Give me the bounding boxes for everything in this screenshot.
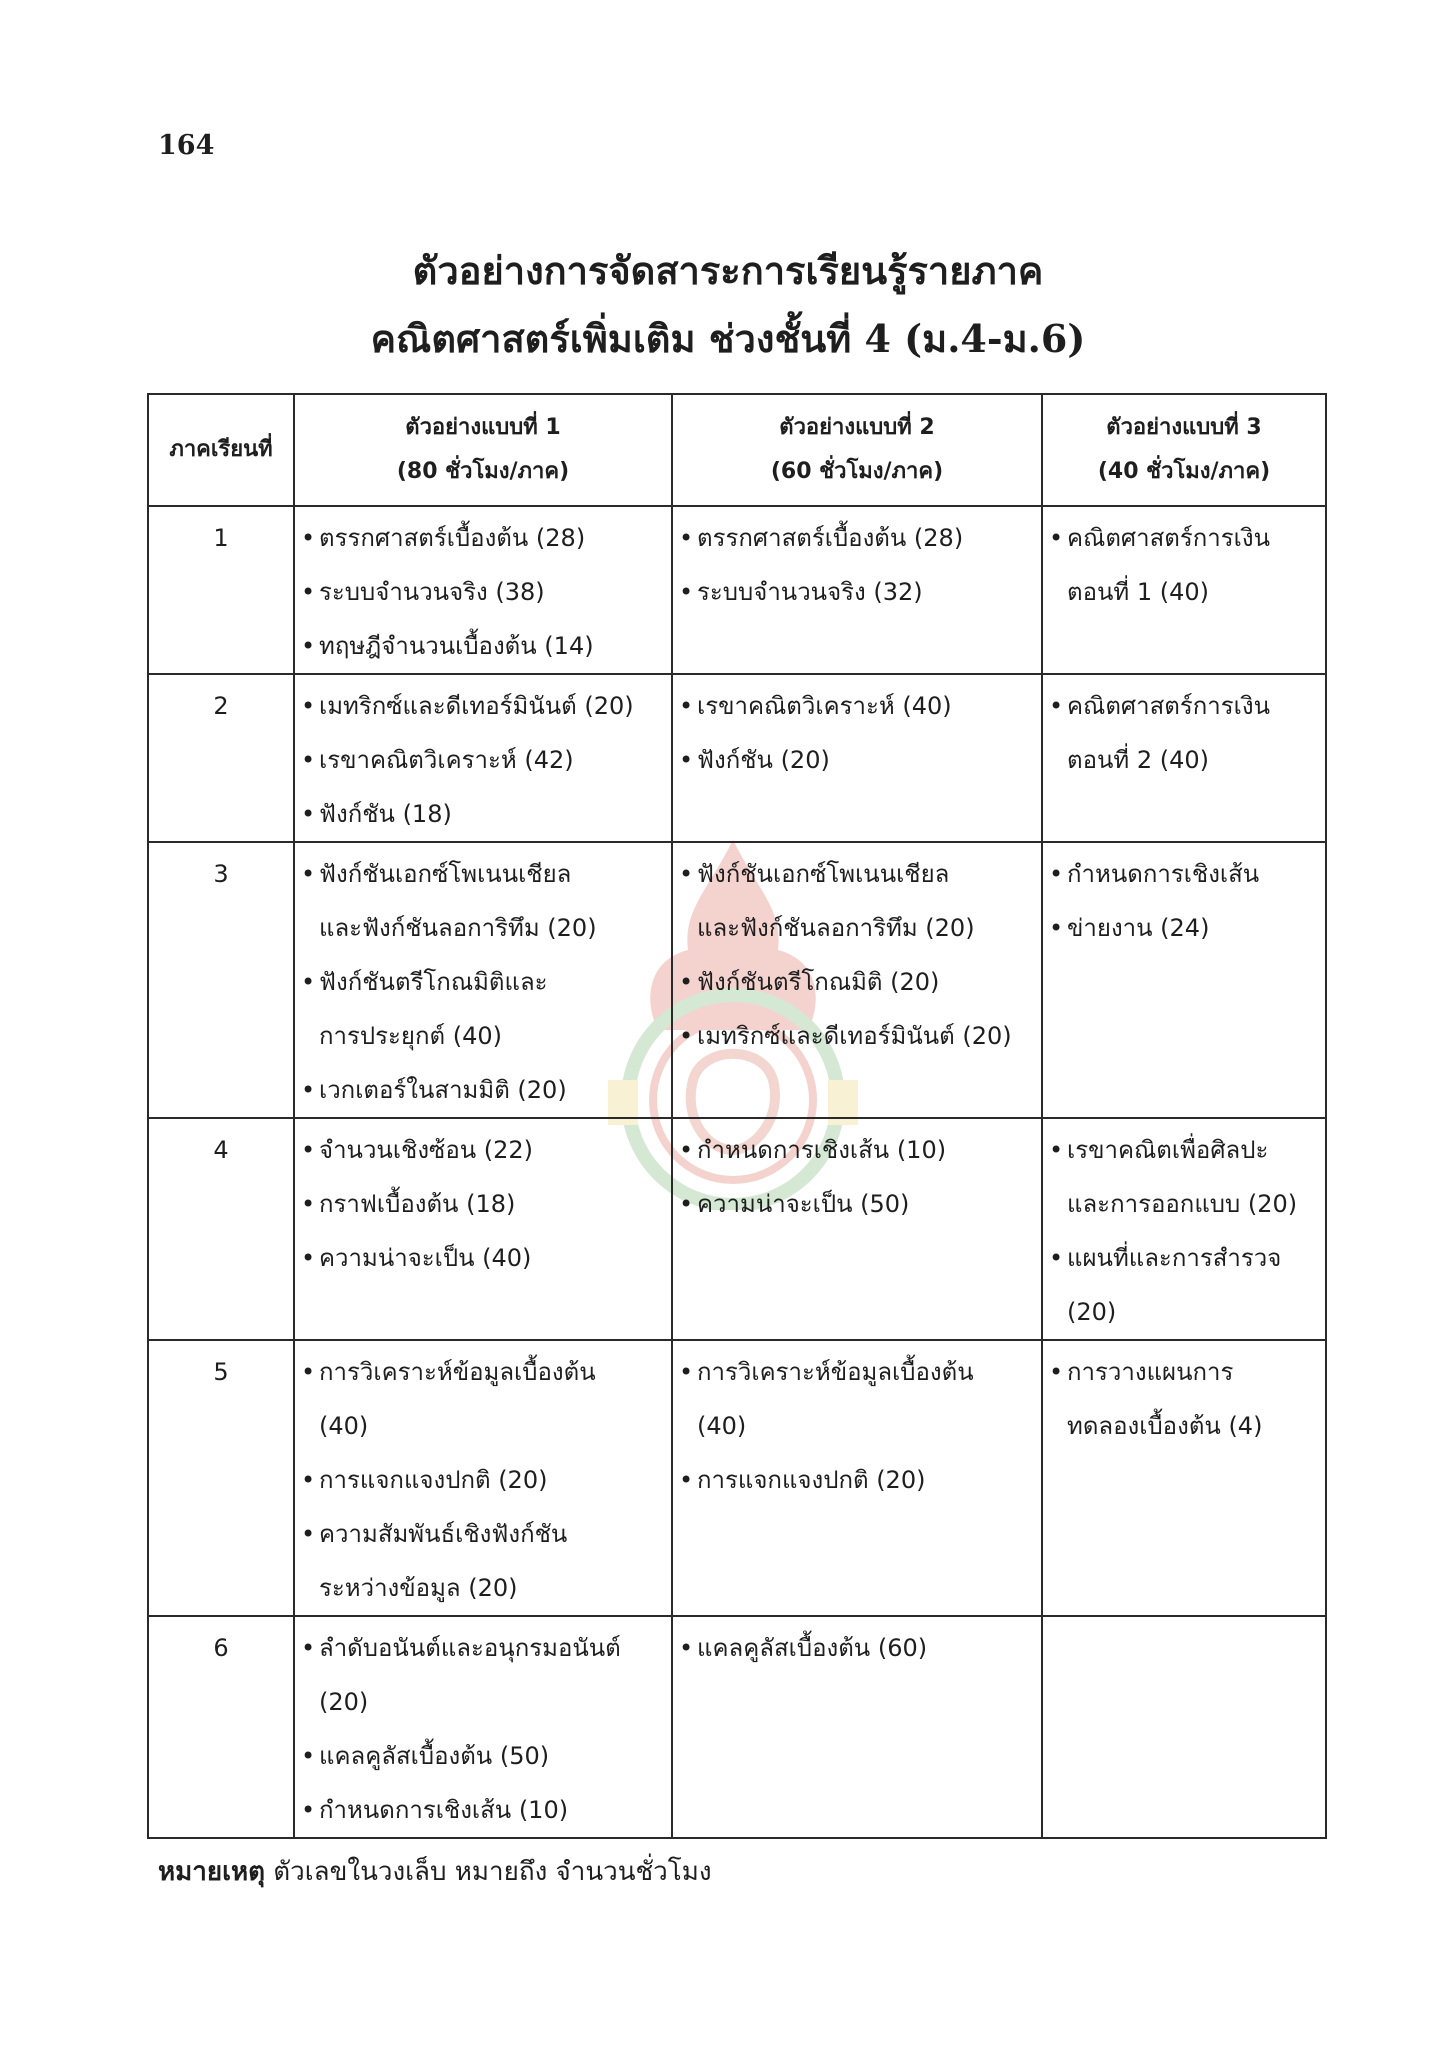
- footnote: [158, 1852, 712, 1892]
- topic-item: [301, 619, 665, 673]
- topic-item: [301, 511, 665, 565]
- topic-text: • กำหนดการเชิงเส้น (10): [697, 1136, 947, 1164]
- topic-list: [301, 1621, 665, 1837]
- topic-text: • คณิตศาสตร์การเงิน: [1067, 692, 1270, 720]
- topic-text: • ระบบจำนวนจริง (32): [697, 578, 923, 606]
- topic-text: และการออกแบบ (20): [1067, 1190, 1298, 1218]
- topic-text: • กราฟเบื้องต้น (18): [319, 1190, 516, 1218]
- cell-model-2: [672, 674, 1042, 842]
- topic-item: [1049, 847, 1319, 901]
- cell-model-2: [672, 1118, 1042, 1340]
- term-number: 2: [148, 674, 294, 842]
- topic-item: [301, 847, 665, 955]
- header-model-1-hours: (80 ชั่วโมง/ภาค): [396, 459, 570, 484]
- cell-model-2: [672, 1616, 1042, 1838]
- table-header-row: [148, 394, 1326, 506]
- topic-item: [1049, 679, 1319, 787]
- topic-text: • เรขาคณิตวิเคราะห์ (40): [697, 692, 952, 720]
- topic-text: • แคลคูลัสเบื้องต้น (50): [319, 1742, 550, 1770]
- term-number: 4: [148, 1118, 294, 1340]
- topic-text: • ความน่าจะเป็น (50): [697, 1190, 910, 1218]
- topic-item: [1049, 1345, 1319, 1453]
- topic-item: [301, 955, 665, 1063]
- topic-text: • เรขาคณิตวิเคราะห์ (42): [319, 746, 574, 774]
- topic-text: • การแจกแจงปกติ (20): [697, 1466, 926, 1494]
- topic-item: [301, 565, 665, 619]
- page-title: ตัวอย่างการจัดสาระการเรียนรู้รายภาค: [412, 248, 1044, 293]
- topic-text: • ตรรกศาสตร์เบื้องต้น (28): [697, 524, 964, 552]
- header-model-1-title: ตัวอย่างแบบที่ 1: [405, 415, 561, 440]
- topic-item: [301, 1123, 665, 1177]
- topic-item: [301, 1729, 665, 1783]
- topic-item: [679, 847, 1035, 955]
- topic-item: [679, 1621, 1035, 1675]
- topic-text: • การวิเคราะห์ข้อมูลเบื้องต้น: [319, 1358, 596, 1386]
- topic-item: [301, 733, 665, 787]
- term-number: 3: [148, 842, 294, 1118]
- header-model-3: [1042, 394, 1326, 506]
- topic-text: • ระบบจำนวนจริง (38): [319, 578, 545, 606]
- cell-model-2: [672, 506, 1042, 674]
- topic-text: • ความน่าจะเป็น (40): [319, 1244, 532, 1272]
- page-subtitle: คณิตศาสตร์เพิ่มเติม ช่วงชั้นที่ 4 (ม.4-ม.6): [370, 316, 1086, 361]
- topic-text: • การแจกแจงปกติ (20): [319, 1466, 548, 1494]
- topic-text: • แคลคูลัสเบื้องต้น (60): [697, 1634, 928, 1662]
- topic-list: [301, 1345, 665, 1615]
- topic-text: • ฟังก์ชันตรีโกณมิติ (20): [697, 968, 940, 996]
- topic-text: (20): [319, 1688, 369, 1716]
- table-row: [148, 1340, 1326, 1616]
- topic-item: [301, 1177, 665, 1231]
- table-row: [148, 506, 1326, 674]
- footnote-label: หมายเหตุ: [158, 1857, 266, 1887]
- topic-item: [679, 511, 1035, 565]
- topic-item: [1049, 1231, 1319, 1339]
- topic-item: [1049, 1123, 1319, 1231]
- cell-model-1: [294, 1118, 672, 1340]
- topic-list: [679, 511, 1035, 619]
- cell-model-3: [1042, 1118, 1326, 1340]
- topic-list: [301, 1123, 665, 1285]
- topic-text: • กำหนดการเชิงเส้น (10): [319, 1796, 569, 1824]
- topic-item: [1049, 511, 1319, 619]
- topic-list: [1049, 1123, 1319, 1339]
- topic-text: • จำนวนเชิงซ้อน (22): [319, 1136, 534, 1164]
- topic-text: การประยุกต์ (40): [319, 1022, 502, 1050]
- topic-list: [1049, 847, 1319, 955]
- topic-text: ทดลองเบื้องต้น (4): [1067, 1412, 1263, 1440]
- topic-item: [1049, 901, 1319, 955]
- topic-text: (40): [697, 1412, 747, 1440]
- topic-text: ตอนที่ 2 (40): [1067, 746, 1210, 774]
- topic-text: • ความสัมพันธ์เชิงฟังก์ชัน: [319, 1520, 568, 1548]
- cell-model-3: [1042, 842, 1326, 1118]
- table-row: [148, 1118, 1326, 1340]
- topic-text: • ตรรกศาสตร์เบื้องต้น (28): [319, 524, 586, 552]
- table-body: [148, 506, 1326, 1838]
- cell-model-2: [672, 842, 1042, 1118]
- topic-list: [1049, 511, 1319, 619]
- header-model-2-hours: (60 ชั่วโมง/ภาค): [770, 459, 944, 484]
- topic-text: ตอนที่ 1 (40): [1067, 578, 1210, 606]
- topic-item: [301, 1783, 665, 1837]
- topic-item: [301, 1621, 665, 1729]
- topic-item: [679, 565, 1035, 619]
- topic-list: [1049, 1345, 1319, 1453]
- term-number: 6: [148, 1616, 294, 1838]
- page-number: 164: [158, 130, 215, 161]
- topic-text: (20): [1067, 1298, 1117, 1326]
- cell-model-2: [672, 1340, 1042, 1616]
- topic-item: [301, 1507, 665, 1615]
- topic-item: [679, 955, 1035, 1009]
- topic-list: [679, 1123, 1035, 1231]
- topic-item: [679, 1009, 1035, 1063]
- topic-text: • เมทริกซ์และดีเทอร์มินันต์ (20): [697, 1022, 1012, 1050]
- header-model-2: [672, 394, 1042, 506]
- header-model-1: [294, 394, 672, 506]
- topic-list: [679, 847, 1035, 1063]
- topic-list: [679, 1345, 1035, 1507]
- topic-text: และฟังก์ชันลอการิทึม (20): [319, 914, 597, 942]
- topic-text: • การวิเคราะห์ข้อมูลเบื้องต้น: [697, 1358, 974, 1386]
- topic-text: • กำหนดการเชิงเส้น: [1067, 860, 1260, 888]
- topic-text: • การวางแผนการ: [1067, 1358, 1234, 1386]
- topic-text: • คณิตศาสตร์การเงิน: [1067, 524, 1270, 552]
- topic-text: • แผนที่และการสำรวจ: [1067, 1244, 1282, 1272]
- topic-item: [301, 787, 665, 841]
- topic-text: • เวกเตอร์ในสามมิติ (20): [319, 1076, 567, 1104]
- footnote-text: ตัวเลขในวงเล็บ หมายถึง จำนวนชั่วโมง: [265, 1857, 712, 1887]
- topic-item: [301, 679, 665, 733]
- cell-model-1: [294, 1616, 672, 1838]
- topic-list: [301, 679, 665, 841]
- cell-model-1: [294, 674, 672, 842]
- topic-text: • เมทริกซ์และดีเทอร์มินันต์ (20): [319, 692, 634, 720]
- curriculum-table: [147, 393, 1327, 1839]
- cell-model-3: [1042, 1616, 1326, 1838]
- table-row: [148, 1616, 1326, 1838]
- topic-list: [679, 1621, 1035, 1675]
- header-model-2-title: ตัวอย่างแบบที่ 2: [779, 415, 935, 440]
- table-row: [148, 674, 1326, 842]
- term-number: 5: [148, 1340, 294, 1616]
- cell-model-1: [294, 506, 672, 674]
- topic-item: [301, 1453, 665, 1507]
- topic-list: [1049, 679, 1319, 787]
- cell-model-1: [294, 842, 672, 1118]
- cell-model-3: [1042, 674, 1326, 842]
- topic-text: (40): [319, 1412, 369, 1440]
- table-row: [148, 842, 1326, 1118]
- topic-text: • ฟังก์ชัน (18): [319, 800, 452, 828]
- cell-model-3: [1042, 1340, 1326, 1616]
- topic-item: [679, 733, 1035, 787]
- term-number: 1: [148, 506, 294, 674]
- topic-text: • ข่ายงาน (24): [1067, 914, 1210, 942]
- cell-model-3: [1042, 506, 1326, 674]
- topic-item: [679, 1345, 1035, 1453]
- topic-item: [301, 1345, 665, 1453]
- topic-text: • ฟังก์ชันเอกซ์โพเนนเชียล: [319, 860, 572, 888]
- topic-item: [301, 1231, 665, 1285]
- topic-item: [679, 1123, 1035, 1177]
- cell-model-1: [294, 1340, 672, 1616]
- topic-list: [301, 511, 665, 673]
- topic-text: • เรขาคณิตเพื่อศิลปะ: [1067, 1136, 1269, 1164]
- topic-list: [679, 679, 1035, 787]
- topic-text: • ฟังก์ชันเอกซ์โพเนนเชียล: [697, 860, 950, 888]
- topic-item: [301, 1063, 665, 1117]
- topic-text: • ทฤษฎีจำนวนเบื้องต้น (14): [319, 632, 594, 660]
- header-model-3-title: ตัวอย่างแบบที่ 3: [1106, 415, 1262, 440]
- topic-item: [679, 1453, 1035, 1507]
- header-model-3-hours: (40 ชั่วโมง/ภาค): [1097, 459, 1271, 484]
- topic-text: • ฟังก์ชันตรีโกณมิติและ: [319, 968, 548, 996]
- topic-text: ระหว่างข้อมูล (20): [319, 1574, 518, 1602]
- header-term: ภาคเรียนที่: [148, 394, 294, 506]
- topic-text: และฟังก์ชันลอการิทึม (20): [697, 914, 975, 942]
- topic-text: • ฟังก์ชัน (20): [697, 746, 830, 774]
- topic-item: [679, 679, 1035, 733]
- topic-item: [679, 1177, 1035, 1231]
- topic-text: • ลำดับอนันต์และอนุกรมอนันต์: [319, 1634, 621, 1662]
- topic-list: [301, 847, 665, 1117]
